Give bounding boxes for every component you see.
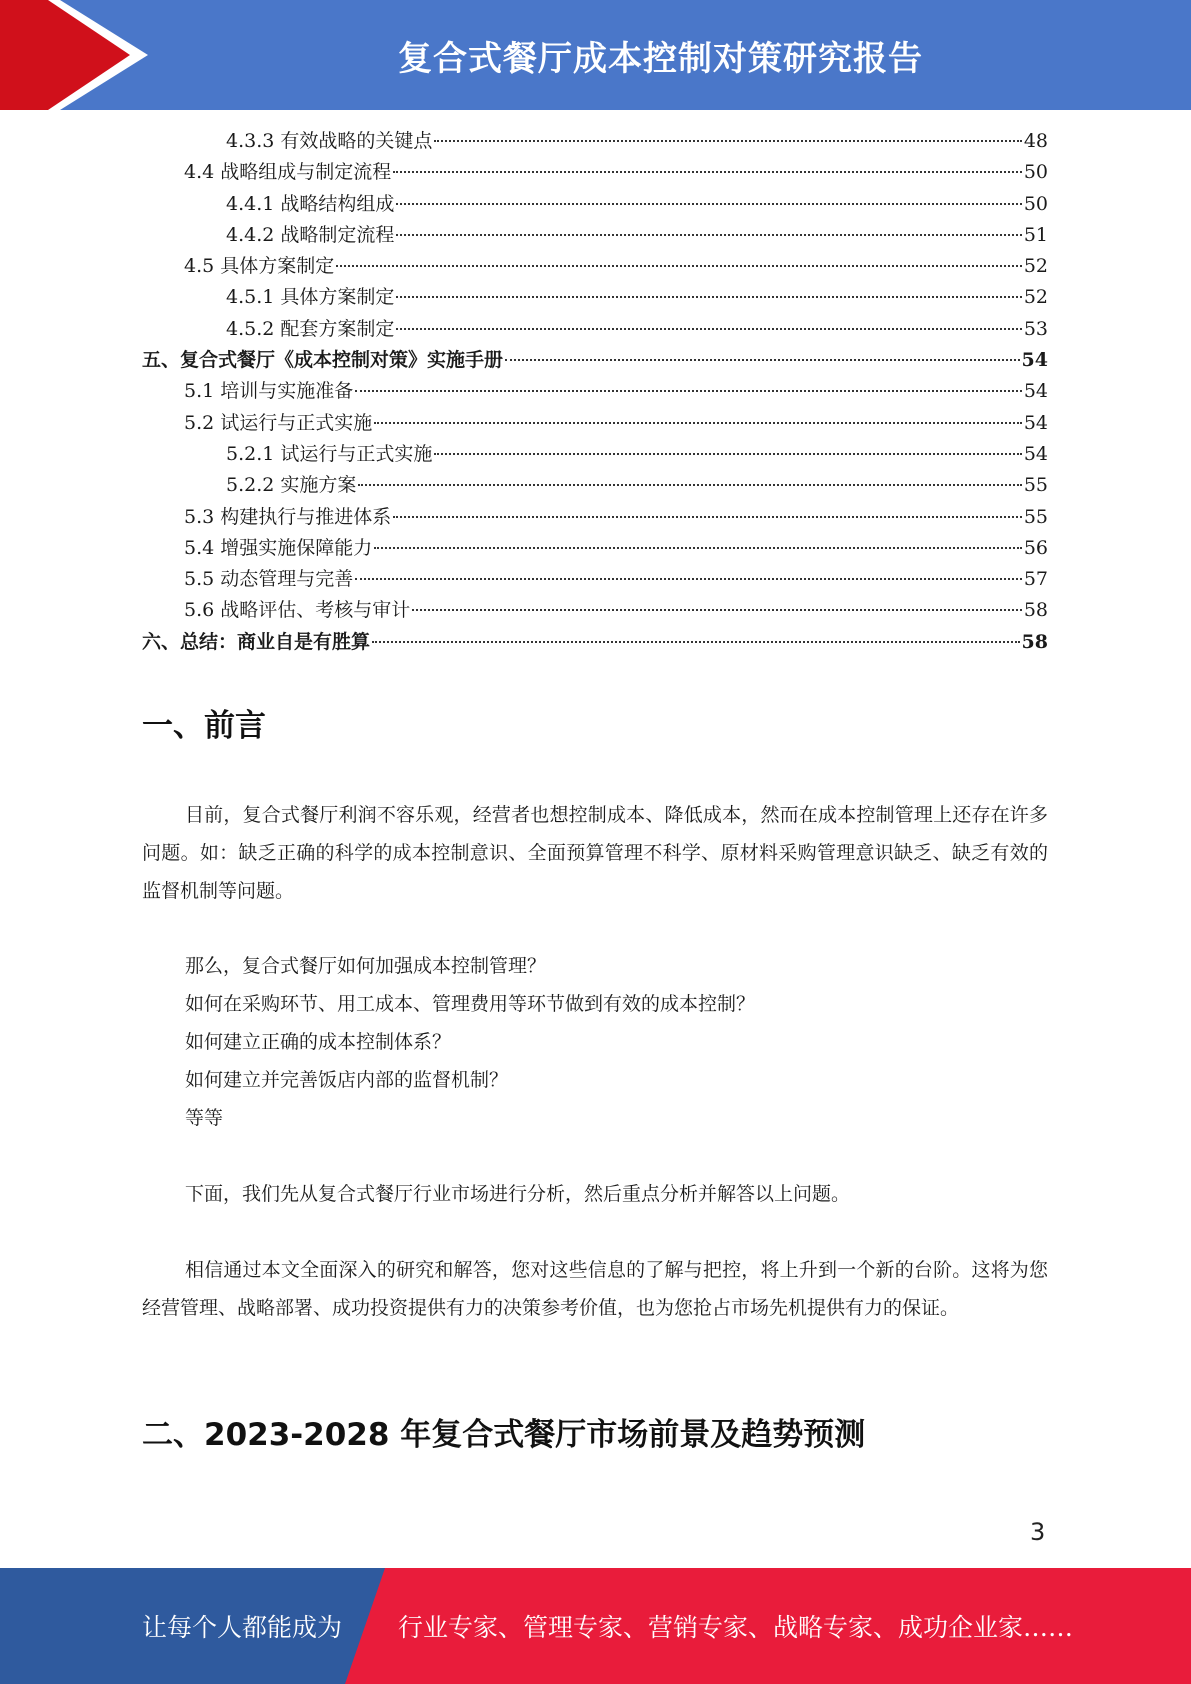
page-header [0,0,1191,110]
toc-leader-dots [396,328,1021,330]
toc-leader-dots [374,422,1022,424]
toc-entry[interactable] [142,627,1048,658]
toc-entry-label: 5.4 增强实施保障能力 [184,536,373,559]
toc-entry-label: 5.2.1 试运行与正式实施 [226,442,433,465]
toc-entry[interactable] [142,220,1048,251]
toc-entry-page: 52 [1023,255,1048,278]
toc-entry-page: 58 [1021,630,1048,653]
toc-entry-page: 57 [1023,568,1048,591]
toc-entry[interactable] [142,595,1048,626]
toc-entry-label: 4.4.2 战略制定流程 [226,223,395,246]
toc-entry-label: 4.3.3 有效战略的关键点 [226,130,433,152]
toc-entry-label: 六、总结：商业自是有胜算 [142,630,371,653]
section-heading-market-forecast: 二、2023-2028 年复合式餐厅市场前景及趋势预测 [142,1417,866,1453]
toc-entry[interactable] [142,282,1048,313]
toc-entry[interactable] [142,439,1048,470]
toc-entry[interactable] [142,564,1048,595]
toc-leader-dots [393,171,1022,173]
footer-slogan-left: 让每个人都能成为 [142,1613,343,1642]
preface-question: 如何在采购环节、用工成本、管理费用等环节做到有效的成本控制？ [185,993,756,1015]
toc-entry[interactable] [142,314,1048,345]
toc-entry-page: 51 [1023,223,1048,246]
toc-entry[interactable] [142,126,1048,157]
toc-entry-page: 54 [1021,349,1048,372]
toc-entry[interactable] [142,189,1048,220]
toc-leader-dots [393,516,1022,518]
toc-leader-dots [412,609,1022,611]
header-red-chevron [0,0,150,110]
toc-entry-label: 4.4 战略组成与制定流程 [184,161,392,184]
toc-leader-dots [505,359,1020,361]
toc-entry-page: 48 [1023,130,1048,152]
toc-entry-label: 4.5.2 配套方案制定 [226,317,395,340]
toc-entry-page: 54 [1023,442,1048,465]
toc-entry-label: 4.5 具体方案制定 [184,255,335,278]
toc-leader-dots [434,140,1021,142]
toc-leader-dots [396,296,1021,298]
toc-leader-dots [358,484,1021,486]
toc-entry[interactable] [142,157,1048,188]
page-footer [0,1568,1191,1684]
toc-entry-label: 5.6 战略评估、考核与审计 [184,599,411,622]
toc-leader-dots [372,641,1020,643]
toc-entry-page: 58 [1023,599,1048,622]
toc-entry[interactable] [142,502,1048,533]
toc-entry-label: 5.1 培训与实施准备 [184,380,354,403]
toc-entry-label: 5.2 试运行与正式实施 [184,411,373,434]
toc-entry-label: 4.5.1 具体方案制定 [226,286,395,309]
toc-entry[interactable] [142,376,1048,407]
toc-entry-label: 五、复合式餐厅《成本控制对策》实施手册 [142,349,504,372]
toc-entry-label: 5.5 动态管理与完善 [184,568,354,591]
toc-leader-dots [396,203,1021,205]
toc-leader-dots [374,547,1022,549]
toc-leader-dots [355,578,1022,580]
preface-question: 如何建立并完善饭店内部的监督机制？ [185,1069,509,1091]
toc-entry-page: 50 [1023,192,1048,215]
toc-entry-page: 50 [1023,161,1048,184]
toc-entry-page: 54 [1023,411,1048,434]
page-number: 3 [1030,1518,1046,1546]
toc-entry[interactable] [142,408,1048,439]
toc-leader-dots [355,390,1022,392]
preface-question: 那么，复合式餐厅如何加强成本控制管理？ [185,955,547,977]
toc-entry-page: 52 [1023,286,1048,309]
preface-question-list [185,947,755,1137]
toc-entry-label: 5.3 构建执行与推进体系 [184,505,392,528]
preface-question: 等等 [185,1107,224,1129]
toc-leader-dots [434,453,1021,455]
toc-entry-page: 55 [1023,505,1048,528]
toc-entry[interactable] [142,251,1048,282]
toc-entry[interactable] [142,345,1048,376]
footer-slogan-right: 行业专家、管理专家、营销专家、战略专家、成功企业家…… [398,1613,1074,1642]
header-title: 复合式餐厅成本控制对策研究报告 [398,38,923,79]
toc-entry[interactable] [142,533,1048,564]
toc-entry-page: 56 [1023,536,1048,559]
table-of-contents [142,126,1048,658]
toc-entry-page: 54 [1023,380,1048,403]
preface-question: 如何建立正确的成本控制体系？ [185,1031,452,1053]
toc-leader-dots [336,265,1022,267]
toc-entry-page: 53 [1023,317,1048,340]
toc-entry-label: 5.2.2 实施方案 [226,474,357,497]
preface-paragraph-3: 相信通过本文全面深入的研究和解答，您对这些信息的了解与把控，将上升到一个新的台阶。这将为您经营管理、战略部署、成功投资提供有力的决策参考价值，也为您抢占市场先机提供有力的保证。 [142,1259,1048,1319]
toc-leader-dots [396,234,1021,236]
section-heading-preface: 一、前言 [142,708,266,744]
preface-paragraph-1: 目前，复合式餐厅利润不容乐观，经营者也想控制成本、降低成本，然而在成本控制管理上还存在许多问题。如：缺乏正确的科学的成本控制意识、全面预算管理不科学、原材料采购管理意识缺乏、缺乏有效的监督机制等问题。 [142,804,1048,902]
toc-entry-page: 55 [1023,474,1048,497]
toc-entry-label: 4.4.1 战略结构组成 [226,192,395,215]
preface-paragraph-2: 下面，我们先从复合式餐厅行业市场进行分析，然后重点分析并解答以上问题。 [185,1183,851,1205]
toc-entry[interactable] [142,470,1048,501]
